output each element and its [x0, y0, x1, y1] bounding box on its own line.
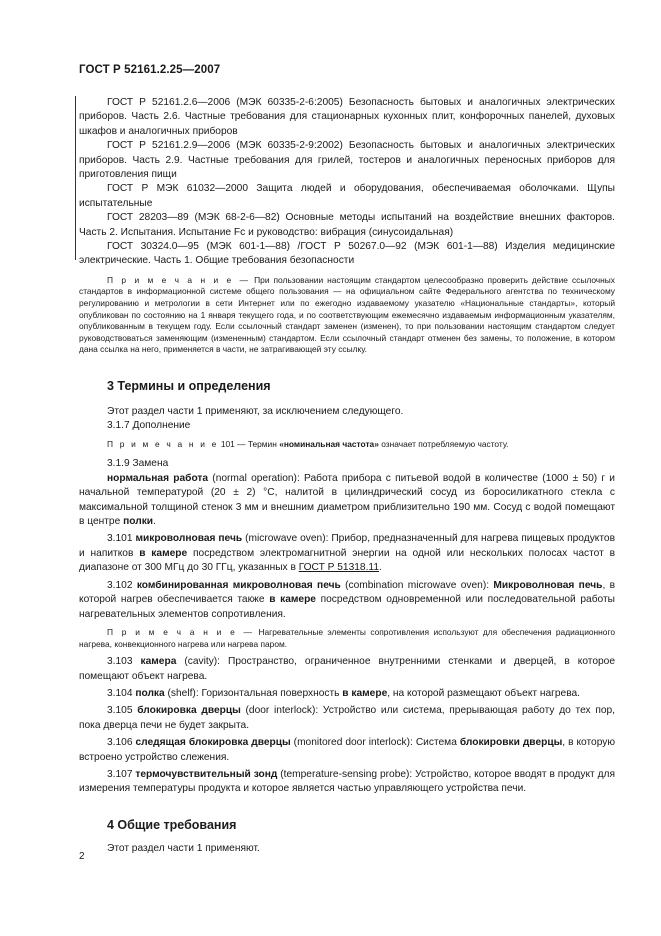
definition-3-101: 3.101 микроволновая печь (microwave oven): Прибор, предназначенный для нагрева пищевых продуктов и напитков в камере посредством электромагнитной энергии на одной или нескольких полосах частот в диапазоне от 300 МГц до 30 ГГц, указанных в ГОСТ Р 51318.11.	[79, 533, 615, 574]
reference-item: ГОСТ 28203—89 (МЭК 68-2-6—82) Основные методы испытаний на воздействие внешних факторов. Часть 2. Испытания. Испытание Fc и руководство: вибрация (синусоидальная)	[79, 212, 615, 238]
note-label: П р и м е ч а н и е	[107, 438, 219, 449]
term: камера	[140, 656, 177, 668]
reference-item: ГОСТ Р 52161.2.9—2006 (МЭК 60335-2-9:2002) Безопасность бытовых и аналогичных электрических приборов. Часть 2.9. Частные требования для грилей, тостеров и аналогичных переносных приборов для приготовления пищи	[79, 140, 615, 181]
change-bar	[75, 96, 76, 260]
definition-3-105: 3.105 блокировка дверцы (door interlock): Устройство или система, прерывающая работу до тех пор, пока дверца печи не будет закрыта.	[79, 705, 616, 731]
clause-3-1-7: 3.1.7 Дополнение	[107, 420, 191, 432]
note-text: При пользовании настоящим стандартом целесообразно проверить действие ссылочных стандартов в информационной системе общего пользования — на официальном сайте Федерального агентства по техническому регулированию и метрологии в сети Интернет или по ежегодно издаваемому указателю «Национальные стандарты», который опубликован по состоянию на 1 января текущего года, и по соответствующим ежемесячно издаваемым информационным указателям, опубликованным в текущем году. Если ссылочный стандарт заменен (изменен), то при пользовании настоящим стандартом следует руководствоваться заменяющим (измененным) стандартом. Если ссылочный стандарт отменен без замены, то положение, в котором дана ссылка на него, применяется в части, не затрагивающей эту ссылку.	[79, 274, 615, 355]
term: комбинированная микроволновая печь	[136, 579, 341, 591]
section-3-heading: 3 Термины и определения	[107, 379, 271, 394]
definition-3-103: 3.103 камера (cavity): Пространство, ограниченное внутренними стенками и дверцей, в которое помещают объект нагрева.	[79, 656, 616, 682]
definition-3-102: 3.102 комбинированная микроволновая печь (combination microwave oven): Микроволновая печь, в которой нагрев обеспечивается также в камере посредством одновременной или последовательной работы нагревательных элементов сопротивления.	[79, 579, 615, 620]
note-label: П р и м е ч а н и е —	[107, 626, 255, 637]
reference-item: ГОСТ Р 52161.2.6—2006 (МЭК 60335-2-6:2005) Безопасность бытовых и аналогичных электрических приборов. Часть 2.6. Частные требования для стационарных кухонных плит, конфорочных панелей, духовых шкафов и аналогичных приборов	[79, 97, 615, 137]
note-101: П р и м е ч а н и е 101 — Термин «номинальная частота» означает потребляемую частоту.	[107, 438, 509, 449]
term: термочувствительный зонд	[135, 768, 278, 780]
clause-3-1-9: 3.1.9 Замена	[107, 458, 169, 470]
page-number: 2	[79, 851, 85, 862]
term: блокировка дверцы	[137, 705, 241, 717]
document-header: ГОСТ Р 52161.2.25—2007	[79, 64, 221, 76]
note-references	[79, 275, 615, 356]
definition-3-106: 3.106 следящая блокировка дверцы (monitored door interlock): Система блокировки дверцы, в которую встроено устройство слежения.	[79, 737, 615, 763]
reference-item: ГОСТ Р МЭК 61032—2000 Защита людей и оборудования, обеспечиваемая оболочками. Щупы испытательные	[79, 183, 615, 209]
term: полка	[135, 687, 165, 699]
term: микроволновая печь	[135, 533, 243, 545]
reference-item: ГОСТ 30324.0—95 (МЭК 601-1—88) /ГОСТ Р 50267.0—92 (МЭК 601-1—88) Изделия медицинские электрические. Часть 1. Общие требования безопасности	[79, 241, 615, 267]
term: следящая блокировка дверцы	[135, 737, 291, 749]
section-3-intro: Этот раздел части 1 применяют, за исключением следующего.	[107, 406, 404, 418]
definition-3-104: 3.104 полка (shelf): Горизонтальная поверхность в камере, на которой размещают объект нагрева.	[107, 687, 581, 699]
page-content	[79, 96, 615, 856]
section-4-text: Этот раздел части 1 применяют.	[107, 842, 260, 854]
note-label: П р и м е ч а н и е —	[107, 274, 251, 285]
definition-3-107: 3.107 термочувствительный зонд (temperature-sensing probe): Устройство, которое вводят в продукт для измерения температуры продукта и которое является частью управляющего устройства печи.	[79, 768, 616, 795]
section-4-heading: 4 Общие требования	[107, 817, 237, 832]
term-nominal-frequency: «номинальная частота»	[279, 438, 379, 449]
term: нормальная работа	[107, 472, 209, 484]
definition-normal-operation: нормальная работа (normal operation): Работа прибора с питьевой водой в количестве (1000 ± 50) г и начальной температурой (20 ± 2) °С, налитой в цилиндрический сосуд из боросиликатного стекла с максимальной толщиной стенок 3 мм и внешним диаметром приблизительно 190 мм. Сосуд с водой помещают в центре полки.	[79, 472, 616, 528]
note-heating-elements: П р и м е ч а н и е — Нагревательные элементы сопротивления используют для обеспечения радиационного нагрева, конвекционного нагрева или нагрева паром.	[79, 626, 615, 649]
standard-link[interactable]: ГОСТ Р 51318.11	[298, 562, 379, 574]
